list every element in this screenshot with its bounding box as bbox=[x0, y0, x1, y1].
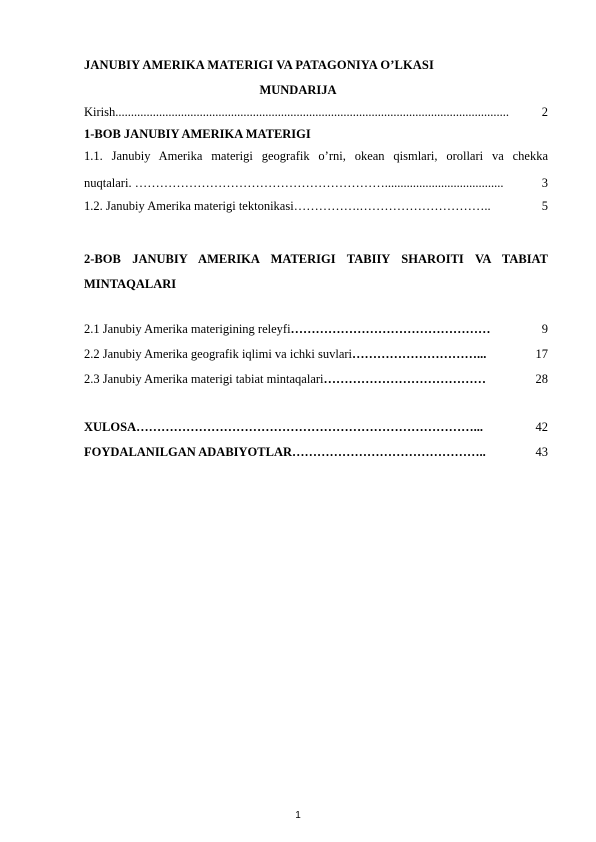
toc-chapter-2-line1[interactable]: 2-BOB JANUBIY AMERIKA MATERIGI TABIIY SHAROITI VA TABIAT bbox=[84, 252, 548, 266]
toc-page-number: 17 bbox=[535, 347, 548, 361]
toc-leader-dots: . ……………………………………………………...................................... bbox=[128, 176, 504, 190]
toc-entry-1-1-line2[interactable] bbox=[84, 175, 548, 191]
toc-chapter-2-line2[interactable]: MINTAQALARI bbox=[84, 277, 177, 291]
toc-leader-dots: …………….………………………….. bbox=[293, 199, 491, 213]
toc-page-number: 42 bbox=[535, 420, 548, 434]
toc-entry-label: XULOSA bbox=[84, 420, 137, 434]
toc-entry-label: 2.2 Janubiy Amerika geografik iqlimi va ichki suvlari bbox=[84, 347, 352, 361]
toc-leader-dots: ……………………………………….. bbox=[292, 445, 486, 459]
toc-entry-label: nuqtalari bbox=[84, 176, 129, 190]
toc-entry-2-1[interactable] bbox=[84, 321, 548, 337]
toc-entry-label: Kirish bbox=[84, 105, 116, 119]
toc-page-number: 43 bbox=[535, 445, 548, 459]
toc-entry-label: 1.2. Janubiy Amerika materigi tektonikasi bbox=[84, 199, 294, 213]
toc-leader-dots: .............................................................................................................................. bbox=[115, 105, 509, 119]
toc-leader-dots: ………………………………………… bbox=[290, 322, 491, 336]
toc-chapter-1[interactable]: 1-BOB JANUBIY AMERIKA MATERIGI bbox=[84, 127, 311, 141]
toc-entry-kirish[interactable] bbox=[84, 104, 548, 120]
toc-page-number: 2 bbox=[541, 105, 548, 119]
toc-leader-dots: ………………………………………………………………………... bbox=[136, 420, 483, 434]
toc-leader-dots: ………………………………… bbox=[323, 372, 487, 386]
toc-entry-2-2[interactable] bbox=[84, 346, 548, 362]
toc-page-number: 5 bbox=[541, 199, 548, 213]
toc-entry-xulosa[interactable] bbox=[84, 419, 548, 435]
toc-heading: MUNDARIJA bbox=[259, 83, 337, 97]
toc-page-number: 3 bbox=[541, 176, 548, 190]
toc-page-number: 28 bbox=[535, 372, 548, 386]
toc-entry-1-1-line1[interactable]: 1.1. Janubiy Amerika materigi geografik o’rni, okean qismlari, orollari va chekka bbox=[84, 149, 548, 163]
toc-entry-1-2[interactable] bbox=[84, 198, 548, 214]
document-title: JANUBIY AMERIKA MATERIGI VA PATAGONIYA O’LKASI bbox=[84, 58, 434, 72]
toc-page-number: 9 bbox=[541, 322, 548, 336]
toc-entry-label: FOYDALANILGAN ADABIYOTLAR bbox=[84, 445, 293, 459]
toc-entry-label: 2.3 Janubiy Amerika materigi tabiat mintaqalari bbox=[84, 372, 324, 386]
toc-entry-label: 2.1 Janubiy Amerika materigining releyfi bbox=[84, 322, 291, 336]
page-number-footer: 1 bbox=[295, 810, 301, 821]
toc-entry-foydalanilgan[interactable] bbox=[84, 444, 548, 460]
toc-leader-dots: …………………………... bbox=[352, 347, 487, 361]
toc-entry-2-3[interactable] bbox=[84, 371, 548, 387]
